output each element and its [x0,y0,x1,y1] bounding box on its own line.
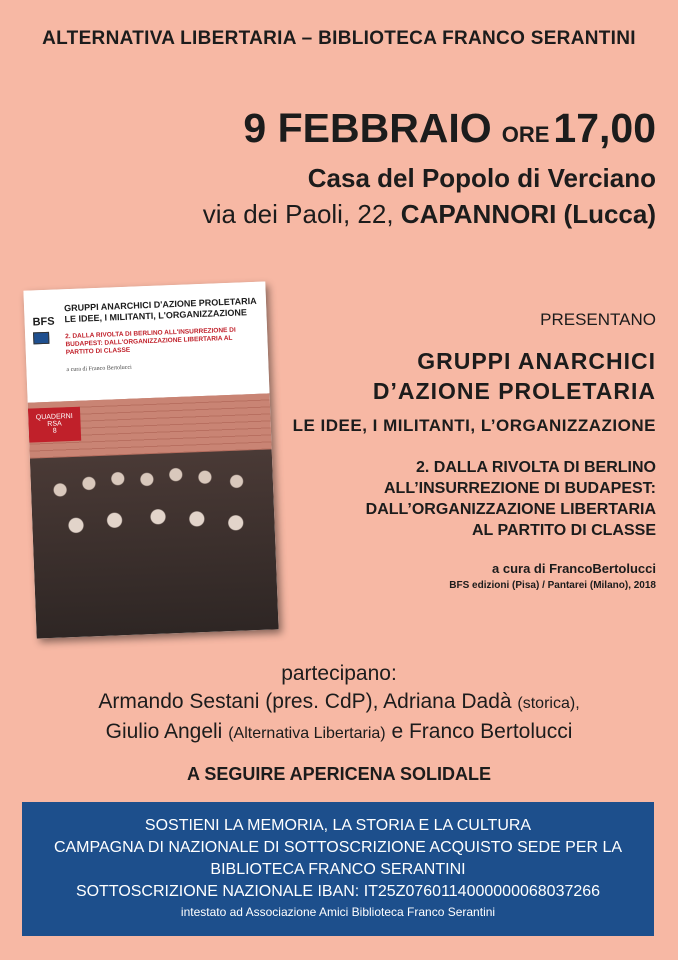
event-venue: Casa del Popolo di Verciano [307,163,656,193]
series-badge [28,407,81,443]
participants-line2-name: Giulio Angeli [105,720,223,743]
book-title-line2: D’AZIONE PROLETARIA [372,378,656,404]
organizers-header: ALTERNATIVA LIBERTARIA – BIBLIOTECA FRANCO SERANTINI [42,28,636,49]
book-cover-title: GRUPPI ANARCHICI D'AZIONE PROLETARIA LE IDEE, I MILITANTI, L'ORGANIZZAZIONE [63,295,257,325]
book-subtitle-line4: AL PARTITO DI CLASSE [471,522,656,539]
book-subtitle-line2: ALL’INSURREZIONE DI BUDAPEST: [383,480,656,497]
book-cover-editor: a cura di Franco Bertolucci [66,364,132,374]
after-event-note: A SEGUIRE APERICENA SOLIDALE [186,764,492,784]
participants-line2-rest: e Franco Bertolucci [391,720,573,743]
participants-heading: partecipano: [281,662,397,685]
book-cover-subtitle: 2. DALLA RIVOLTA DI BERLINO ALL'INSURREZIONE DI BUDAPEST: DALL'ORGANIZZAZIONE LIBERTARIA AL PARTITO DI CLASSE [65,326,236,357]
book-title-line3: LE IDEE, I MILITANTI, L’ORGANIZZAZIONE [292,416,656,435]
book-cover-image [23,281,278,638]
series-number: 8 [52,427,57,435]
address-street: via dei Paoli, 22, [202,199,394,229]
campaign-line1: SOSTIENI LA MEMORIA, LA STORIA E LA CULTURA [144,817,532,834]
series-name: QUADERNI RSA [35,412,73,428]
publisher-logo [32,316,55,353]
participants-line2 [0,718,678,748]
book-subtitle-line3: DALL’ORGANIZZAZIONE LIBERTARIA [365,501,656,518]
event-date-time [243,105,656,152]
publisher-logo-text: BFS [32,315,55,329]
book-curator: a cura di FrancoBertolucci [492,561,656,576]
campaign-account-holder: intestato ad Associazione Amici Biblioteca Franco Serantini [180,905,496,919]
book-cover-header [23,281,269,402]
book-title-line1: GRUPPI ANARCHICI [417,348,656,374]
event-time: 17,00 [553,105,656,151]
book-title [373,346,656,406]
participants-line1-role: (storica), [517,695,580,712]
participants-line1 [0,688,678,718]
address-town: CAPANNORI (Lucca) [400,199,656,229]
participants-line1-names: Armando Sestani (pres. CdP), Adriana Dadà [98,690,512,713]
publisher-logo-mark [33,332,49,345]
book-publisher: BFS edizioni (Pisa) / Pantarei (Milano), 2018 [449,580,656,591]
participants-line2-role: (Alternativa Libertaria) [228,725,386,742]
event-date: 9 FEBBRAIO [243,105,492,151]
campaign-iban: SOTTOSCRIZIONE NAZIONALE IBAN: IT25Z0760114000000068037266 [75,883,601,900]
event-address [203,199,656,230]
campaign-line2: CAMPAGNA DI NAZIONALE DI SOTTOSCRIZIONE ACQUISTO SEDE PER LA [53,839,623,856]
presentano-label: PRESENTANO [540,310,656,329]
photo-group [30,449,279,638]
ore-label: ORE [501,122,550,147]
participants-block [0,660,678,748]
campaign-line3: BIBLIOTECA FRANCO SERANTINI [210,861,466,878]
book-subtitle [366,457,656,541]
book-subtitle-line1: 2. DALLA RIVOLTA DI BERLINO [416,459,656,476]
campaign-box [22,802,654,936]
